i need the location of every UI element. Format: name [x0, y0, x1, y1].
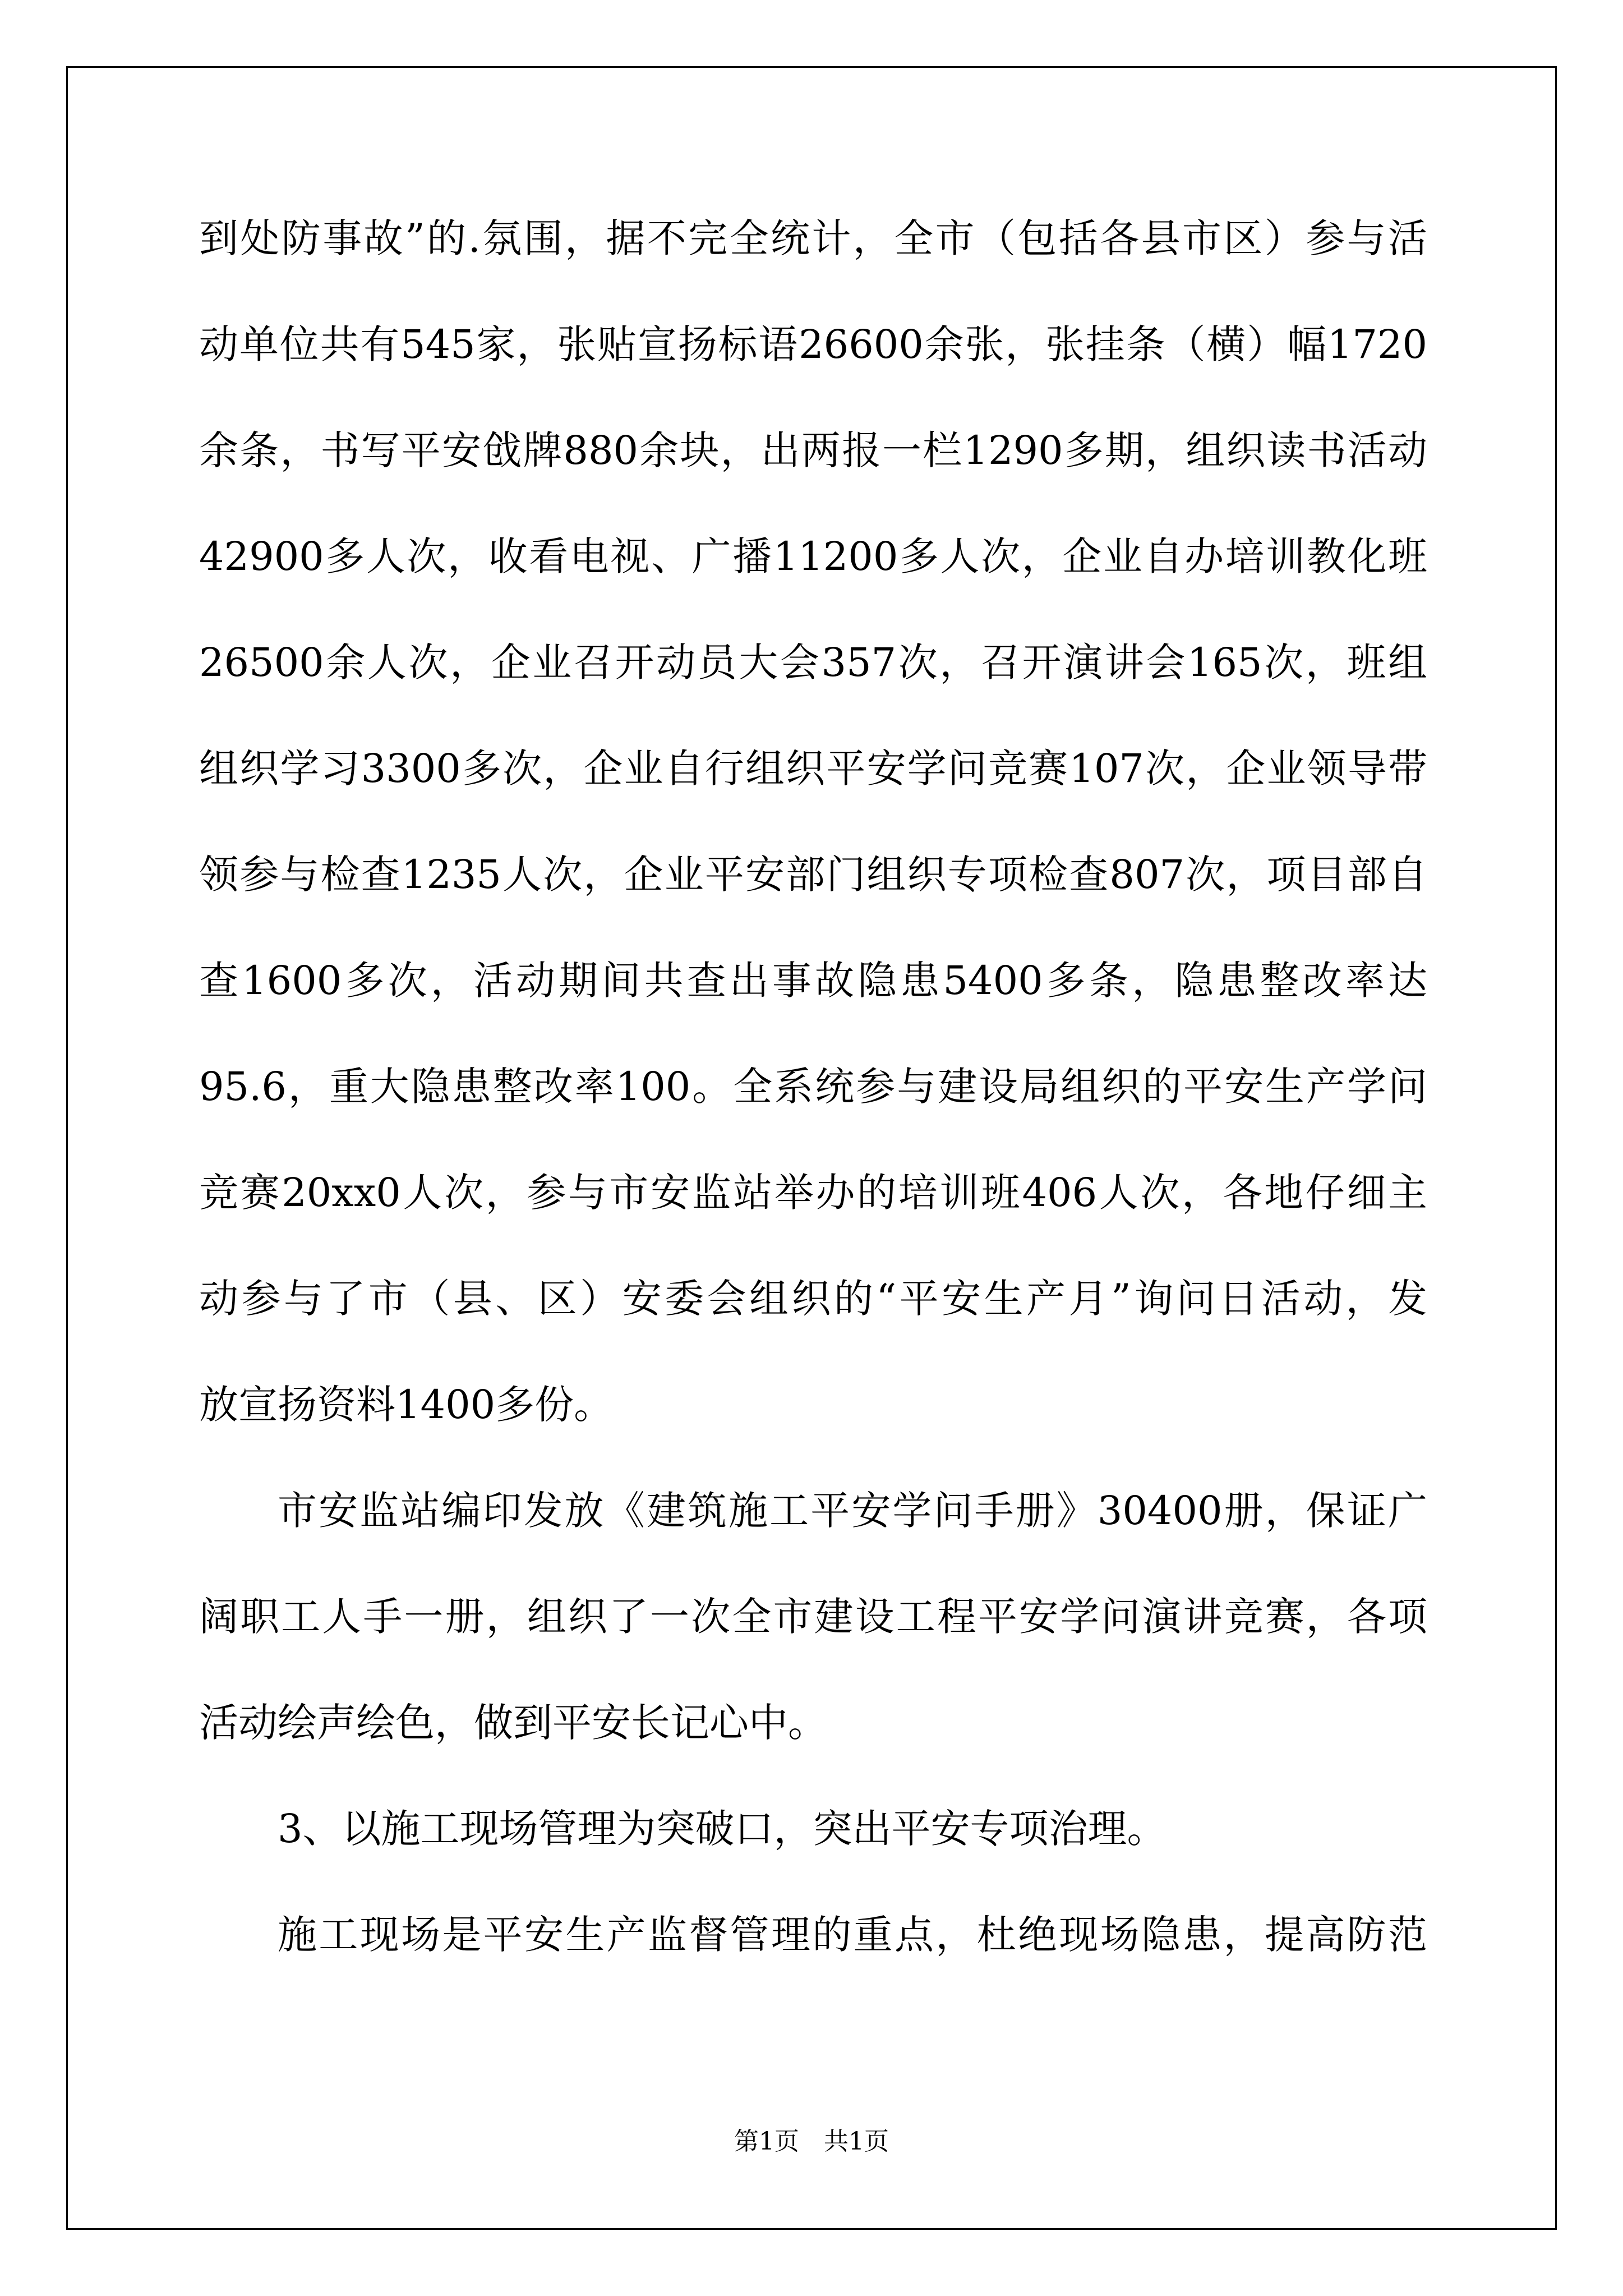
- text-line: 95.6，重大隐患整改率100。全系统参与建设局组织的平安生产学问: [199, 1064, 1427, 1110]
- text-line: 领参与检查1235人次，企业平安部门组织专项检查807次，项目部自: [199, 852, 1427, 898]
- text-line: 到处防事故”的.氛围，据不完全统计，全市（包括各县市区）参与活: [199, 215, 1427, 261]
- text-line: 市安监站编印发放《建筑施工平安学问手册》30400册，保证广: [278, 1488, 1427, 1534]
- text-line: 活动绘声绘色，做到平安长记心中。: [199, 1700, 827, 1746]
- page-footer: 第1页 共1页: [734, 2127, 889, 2156]
- text-line: 竞赛20xx0人次，参与市安监站举办的培训班406人次，各地仔细主: [199, 1170, 1427, 1216]
- text-line: 放宣扬资料1400多份。: [199, 1382, 614, 1428]
- text-line: 查1600多次，活动期间共查出事故隐患5400多条，隐患整改率达: [199, 958, 1427, 1004]
- text-line: 施工现场是平安生产监督管理的重点，杜绝现场隐患，提高防范: [278, 1912, 1427, 1958]
- text-line: 3、以施工现场管理为突破口，突出平安专项治理。: [278, 1806, 1166, 1852]
- text-line: 阔职工人手一册，组织了一次全市建设工程平安学问演讲竞赛，各项: [199, 1594, 1427, 1640]
- text-line: 动参与了市（县、区）安委会组织的“平安生产月”询问日活动，发: [199, 1276, 1427, 1322]
- text-line: 42900多人次，收看电视、广播11200多人次，企业自办培训教化班: [199, 533, 1427, 579]
- text-line: 组织学习3300多次，企业自行组织平安学问竞赛107次，企业领导带: [199, 746, 1427, 792]
- text-line: 余条，书写平安戗牌880余块，出两报一栏1290多期，组织读书活动: [199, 427, 1427, 473]
- text-line: 26500余人次，企业召开动员大会357次，召开演讲会165次，班组: [199, 639, 1427, 685]
- text-line: 动单位共有545家，张贴宣扬标语26600余张，张挂条（横）幅1720: [199, 321, 1427, 367]
- page-border: [66, 66, 1557, 2230]
